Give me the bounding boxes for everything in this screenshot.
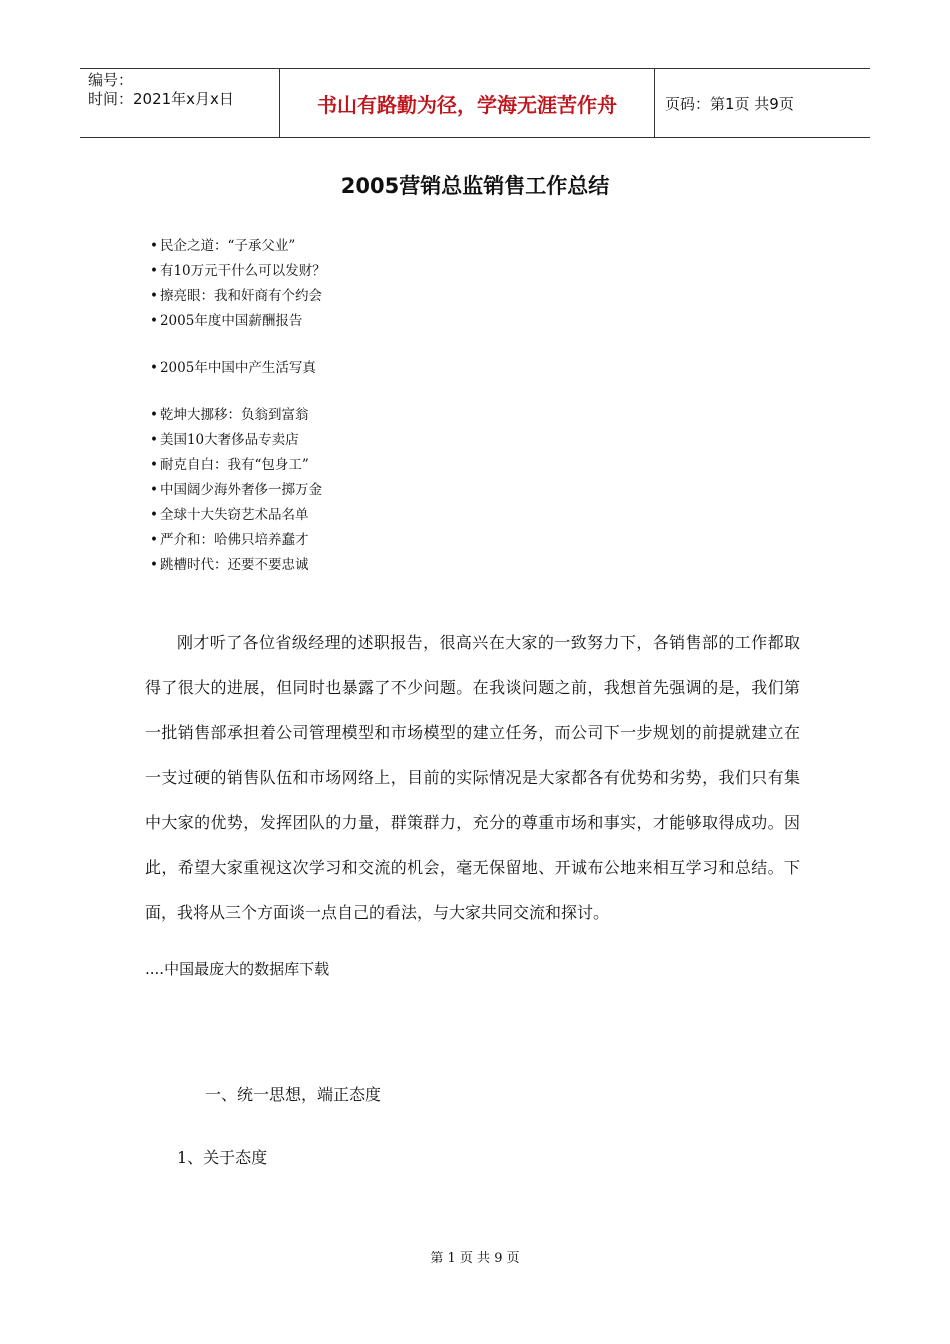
link-list: [150, 234, 326, 578]
link-item[interactable]: • 2005年度中国薪酬报告: [150, 309, 326, 334]
header-page-label: 页码：第1页 共9页: [665, 94, 794, 113]
link-item[interactable]: • 严介和：哈佛只培养蠢才: [150, 528, 326, 553]
subsection-heading: 1、关于态度: [177, 1148, 268, 1167]
section-heading: 一、统一思想，端正态度: [205, 1085, 382, 1104]
link-item[interactable]: • 2005年中国中产生活写真: [150, 356, 326, 381]
link-item[interactable]: • 耐克自白：我有“包身工”: [150, 453, 326, 478]
page-footer: 第 1 页 共 9 页: [430, 1251, 520, 1266]
header-table: [80, 68, 870, 138]
link-item[interactable]: • 民企之道：“子承父业”: [150, 234, 326, 259]
date-label: 时间：2021年x月x日: [88, 90, 234, 108]
list-gap: [150, 381, 326, 403]
body-paragraph: 刚才听了各位省级经理的述职报告，很高兴在大家的一致努力下，各销售部的工作都取得了很大的进展，但同时也暴露了不少问题。在我谈问题之前，我想首先强调的是，我们第一批销售部承担着公司管理模型和市场模型的建立任务，而公司下一步规划的前提就建立在一支过硬的销售队伍和市场网络上，目前的实际情况是大家都各有优势和劣势，我们只有集中大家的优势，发挥团队的力量，群策群力，充分的尊重市场和事实，才能够取得成功。因此，希望大家重视这次学习和交流的机会，毫无保留地、开诚布公地来相互学习和总结。下面，我将从三个方面谈一点自己的看法，与大家共同交流和探讨。: [145, 633, 800, 922]
link-item[interactable]: • 乾坤大挪移：负翁到富翁: [150, 403, 326, 428]
header-meta: [80, 69, 280, 137]
link-item[interactable]: • 美国10大奢侈品专卖店: [150, 428, 326, 453]
list-gap: [150, 334, 326, 356]
link-item[interactable]: • 有10万元干什么可以发财？: [150, 259, 326, 284]
number-label: 编号：: [88, 71, 134, 89]
header-motto: 书山有路勤为径，学海无涯苦作舟: [280, 69, 655, 137]
link-item[interactable]: • 中国阔少海外奢侈一掷万金: [150, 478, 326, 503]
link-item[interactable]: • 擦亮眼：我和奸商有个约会: [150, 284, 326, 309]
database-note: ....中国最庞大的数据库下载: [145, 960, 330, 978]
link-item[interactable]: • 跳槽时代：还要不要忠诚: [150, 553, 326, 578]
link-item[interactable]: • 全球十大失窃艺术品名单: [150, 503, 326, 528]
document-title: 2005营销总监销售工作总结: [340, 174, 610, 198]
